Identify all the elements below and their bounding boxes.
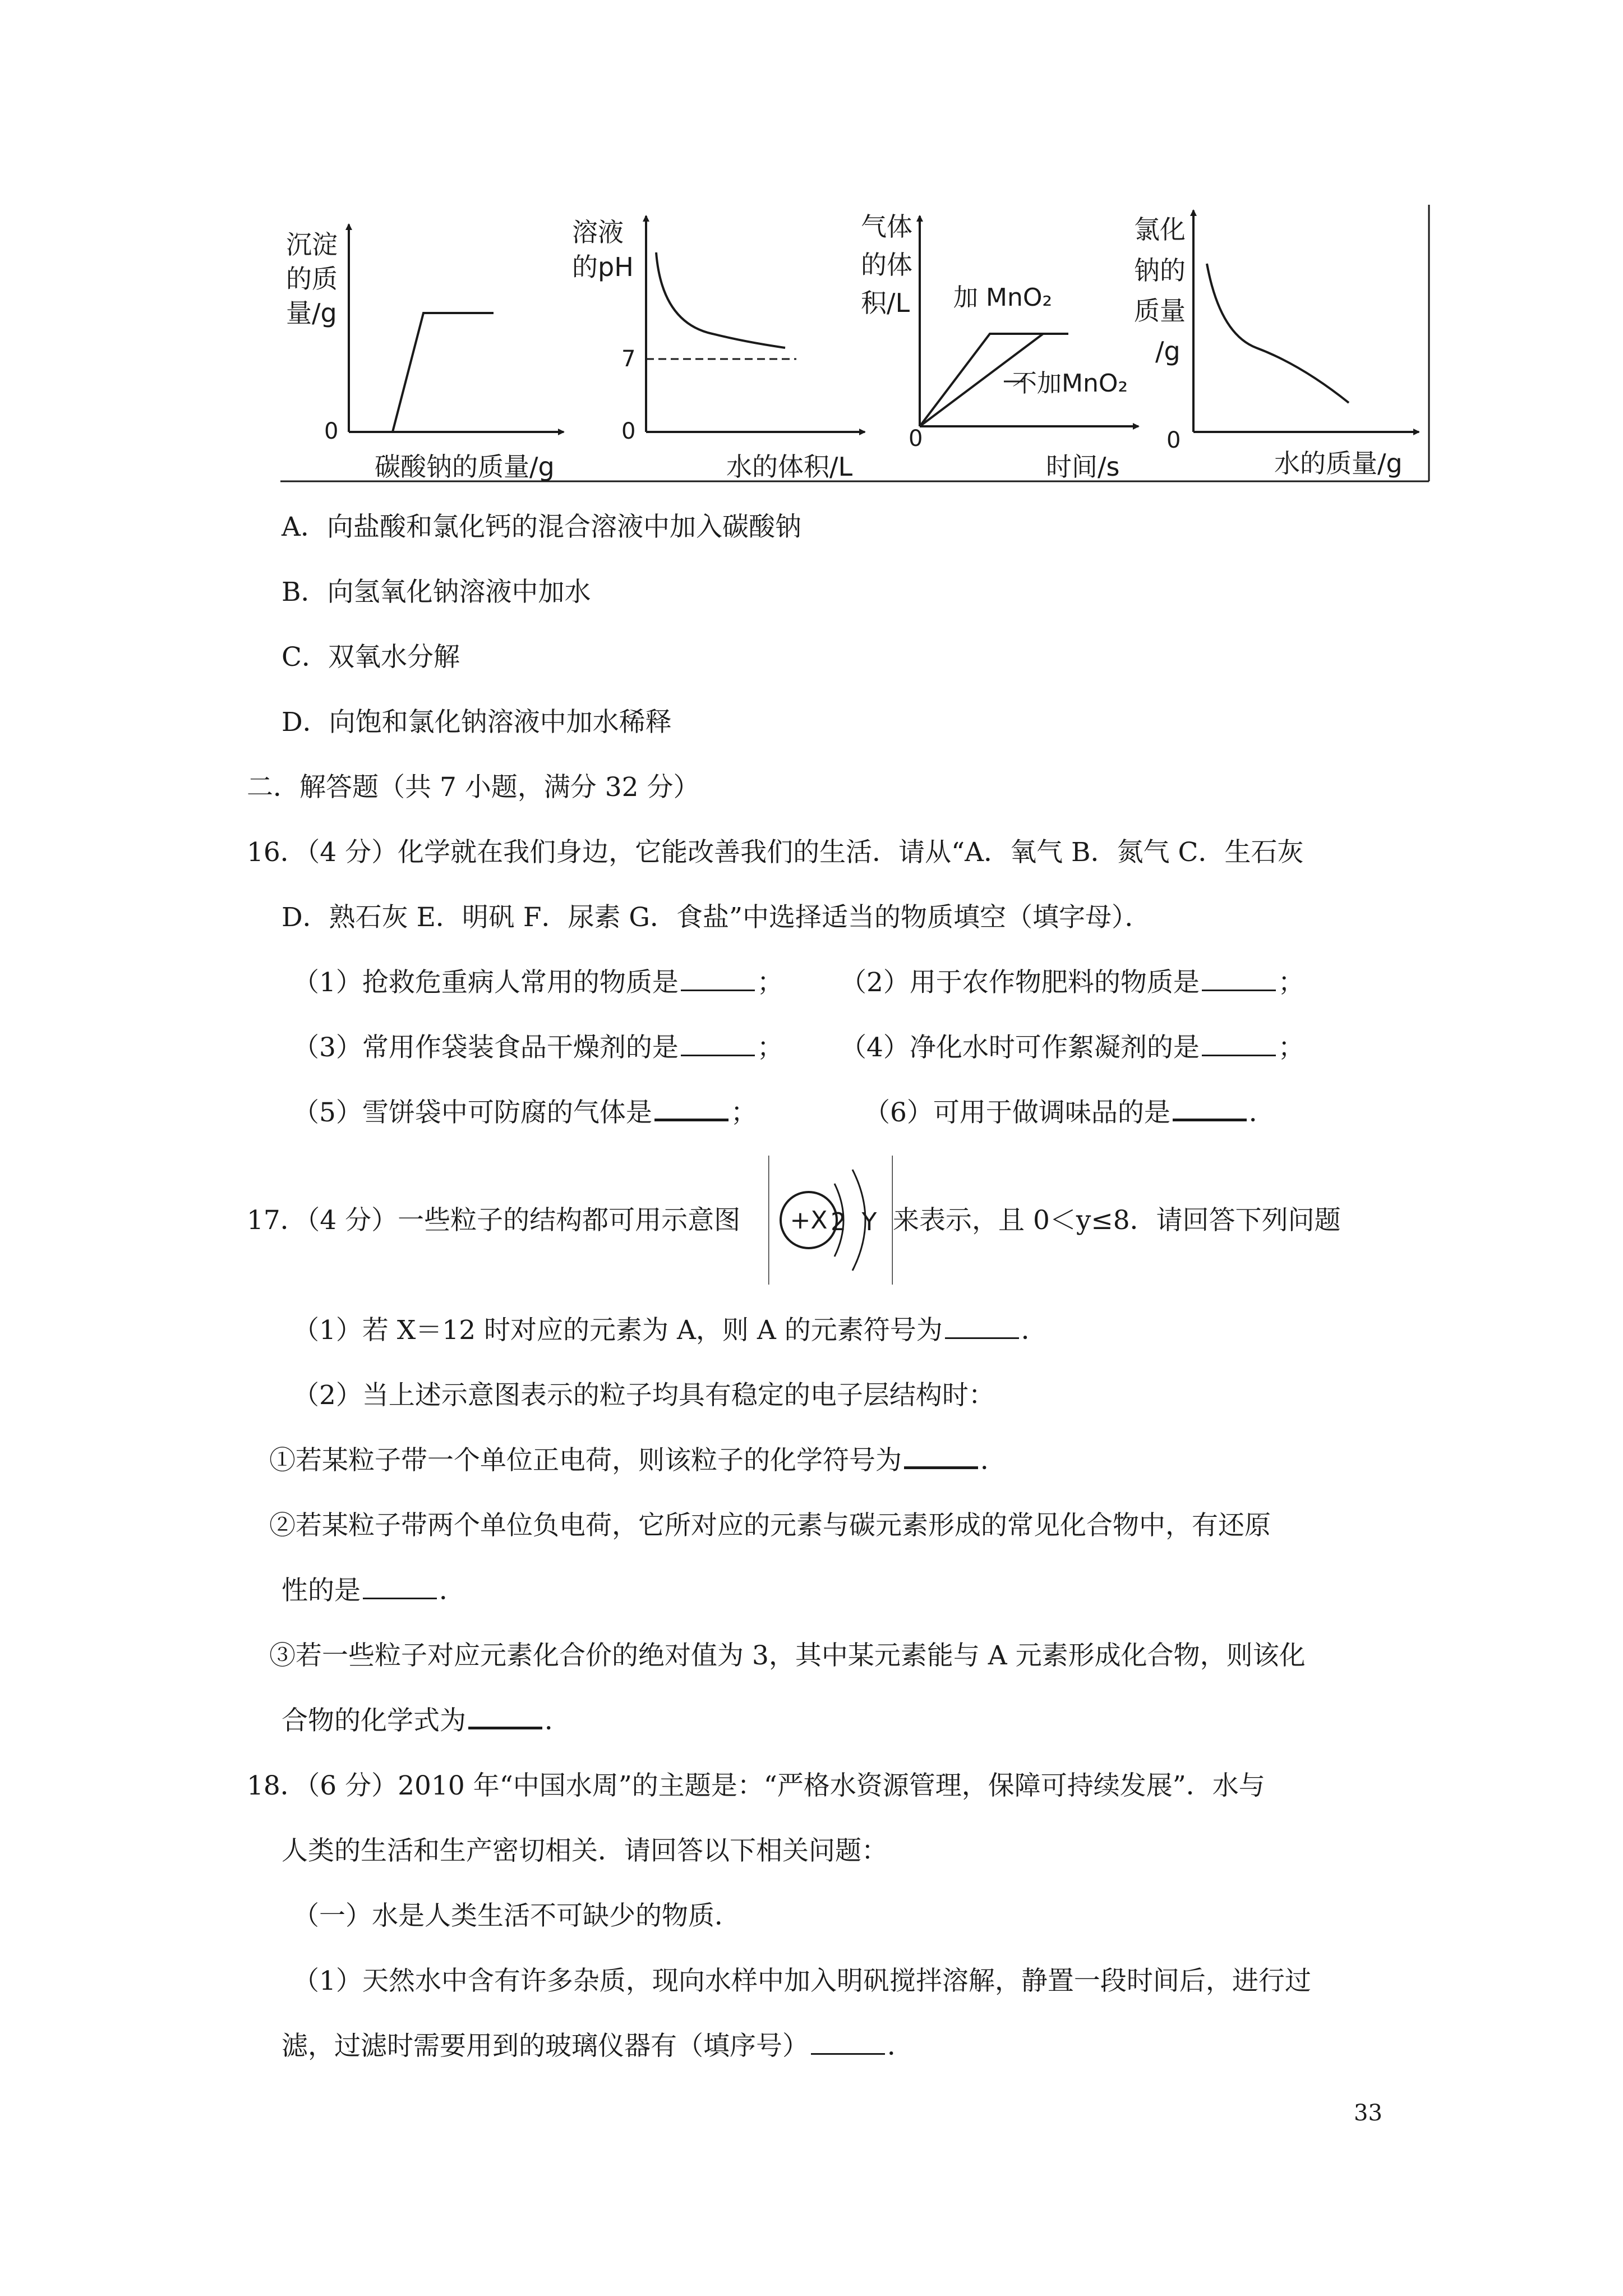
punct: ；	[730, 1097, 757, 1128]
q17-c2b	[282, 1574, 465, 1608]
q16-subq1	[293, 966, 783, 1000]
ylabel-line: 积/L	[861, 288, 910, 318]
q17-c3b	[282, 1704, 571, 1738]
xlabel: 碳酸钠的质量/g	[375, 452, 555, 482]
ylabel-line: 溶液	[572, 217, 624, 247]
atom-structure-diagram	[768, 1156, 893, 1285]
origin-label: 0	[324, 418, 339, 444]
q17-c2a: ②若某粒子带两个单位负电荷，它所对应的元素与碳元素形成的常见化合物中，有还原	[269, 1510, 1271, 1541]
xlabel: 水的质量/g	[1274, 448, 1403, 478]
shell2-electrons: Y	[861, 1208, 877, 1236]
punct: ；	[757, 1032, 783, 1063]
origin-label: 0	[1166, 427, 1181, 453]
subq-text: 合物的化学式为	[282, 1705, 466, 1736]
answer-blank[interactable]	[681, 967, 755, 991]
punct: ；	[757, 967, 783, 998]
punct: ．	[980, 1445, 1007, 1476]
q18-line4: （1）天然水中含有许多杂质，现向水样中加入明矾搅拌溶解，静置一段时间后，进行过	[293, 1966, 1311, 1996]
punct: ；	[1278, 1032, 1304, 1063]
subq-text: （1）抢救危重病人常用的物质是	[293, 967, 679, 998]
answer-blank[interactable]	[811, 2031, 885, 2055]
q17-intro-b: 来表示，且 0＜y≤8．请回答下列问题	[893, 1205, 1341, 1236]
punct: ；	[1278, 967, 1304, 998]
answer-blank[interactable]	[468, 1704, 542, 1729]
q18-line3: （一）水是人类生活不可缺少的物质．	[293, 1901, 741, 1931]
option-b: B．向氢氧化钠溶液中加水	[282, 577, 591, 608]
graph-gas-volume	[861, 211, 1138, 482]
shell1-electrons: 2	[831, 1208, 846, 1236]
option-a: A．向盐酸和氯化钙的混合溶液中加入碳酸钠	[282, 512, 801, 542]
answer-blank[interactable]	[904, 1444, 978, 1469]
q16-subq5	[293, 1096, 757, 1130]
q18-line2: 人类的生活和生产密切相关．请回答以下相关问题：	[282, 1835, 888, 1866]
ylabel-line: 钠的	[1134, 255, 1186, 286]
page-number: 33	[1354, 2100, 1382, 2126]
answer-blank[interactable]	[1202, 1032, 1276, 1056]
q17-p2: （2）当上述示意图表示的粒子均具有稳定的电子层结构时：	[293, 1380, 995, 1411]
q18-line5	[282, 2030, 914, 2063]
subq-text: （5）雪饼袋中可防腐的气体是	[293, 1097, 652, 1128]
ph-curve	[656, 252, 785, 348]
ylabel-line: 的pH	[572, 252, 634, 282]
ylabel-line: 量/g	[286, 298, 337, 328]
without-mno2-label: 不加MnO₂	[1012, 369, 1128, 398]
option-d: D．向饱和氯化钠溶液中加水稀释	[282, 707, 672, 738]
xlabel: 时间/s	[1046, 452, 1120, 482]
nacl-curve	[1207, 264, 1349, 403]
answer-blank[interactable]	[681, 1032, 755, 1056]
subq-text: 性的是	[282, 1575, 361, 1606]
option-c: C．双氧水分解	[282, 642, 460, 673]
punct: ．	[439, 1575, 465, 1606]
ylabel-line: 气体	[861, 211, 912, 242]
punct: ．	[1248, 1097, 1275, 1128]
ylabel-line: 氯化	[1134, 214, 1186, 245]
subq-text: （4）净化水时可作絮凝剂的是	[840, 1032, 1200, 1063]
answer-blank[interactable]	[654, 1096, 728, 1121]
with-mno2-label: 加 MnO₂	[953, 283, 1053, 312]
q17-intro-a: 17．（4 分）一些粒子的结构都可用示意图	[247, 1205, 741, 1236]
punct: ．	[887, 2031, 914, 2062]
ylabel-line: 质量	[1134, 296, 1186, 326]
origin-label: 0	[909, 426, 923, 452]
q17-c3a: ③若一些粒子对应元素化合价的绝对值为 3，其中某元素能与 A 元素形成化合物，则该化	[269, 1640, 1306, 1671]
answer-blank[interactable]	[945, 1315, 1019, 1339]
q16-subq3	[293, 1031, 783, 1065]
answer-blank[interactable]	[1202, 967, 1276, 991]
q18-line1: 18．（6 分）2010 年“中国水周”的主题是：“严格水资源管理，保障可持续发展”．水与	[247, 1770, 1265, 1801]
answer-blank[interactable]	[1173, 1096, 1247, 1121]
q16-line1: 16．（4 分）化学就在我们身边，它能改善我们的生活．请从“A．氧气 B．氮气 C．生石灰	[247, 837, 1304, 868]
q16-subq4	[840, 1031, 1304, 1065]
ylabel-line: 沉淀	[286, 229, 338, 260]
punct: ．	[1021, 1315, 1048, 1346]
graph-nacl-mass	[1134, 210, 1419, 478]
graphs-figure	[0, 0, 1623, 505]
graph-ph	[572, 216, 865, 482]
q16-subq2	[840, 966, 1304, 1000]
origin-label: 0	[621, 418, 636, 444]
xlabel: 水的体积/L	[726, 452, 853, 482]
ylabel-line: 的质	[286, 264, 338, 294]
q16-subq6	[864, 1096, 1275, 1130]
subq-text: ①若某粒子带一个单位正电荷，则该粒子的化学符号为	[269, 1445, 902, 1476]
q17-c1	[269, 1444, 1007, 1478]
ylabel-line: /g	[1155, 336, 1181, 366]
subq-text: （3）常用作袋装食品干燥剂的是	[293, 1032, 679, 1063]
subq-text: （2）用于农作物肥料的物质是	[840, 967, 1200, 998]
q17-p1	[293, 1314, 1048, 1347]
subq-text: （6）可用于做调味品的是	[864, 1097, 1170, 1128]
precipitate-curve	[393, 313, 494, 432]
subq-text: 滤，过滤时需要用到的玻璃仪器有（填序号）	[282, 2031, 809, 2062]
graph-precipitate	[286, 224, 564, 482]
subq-text: （1）若 X＝12 时对应的元素为 A，则 A 的元素符号为	[293, 1315, 943, 1346]
ylabel-line: 的体	[861, 250, 912, 280]
nucleus-charge: +X	[790, 1206, 828, 1235]
punct: ．	[545, 1705, 571, 1736]
answer-blank[interactable]	[363, 1575, 437, 1599]
tick-7: 7	[621, 346, 636, 372]
q16-line2: D．熟石灰 E．明矾 F．尿素 G．食盐”中选择适当的物质填空（填字母）．	[282, 902, 1151, 933]
section-heading: 二．解答题（共 7 小题，满分 32 分）	[247, 772, 700, 803]
